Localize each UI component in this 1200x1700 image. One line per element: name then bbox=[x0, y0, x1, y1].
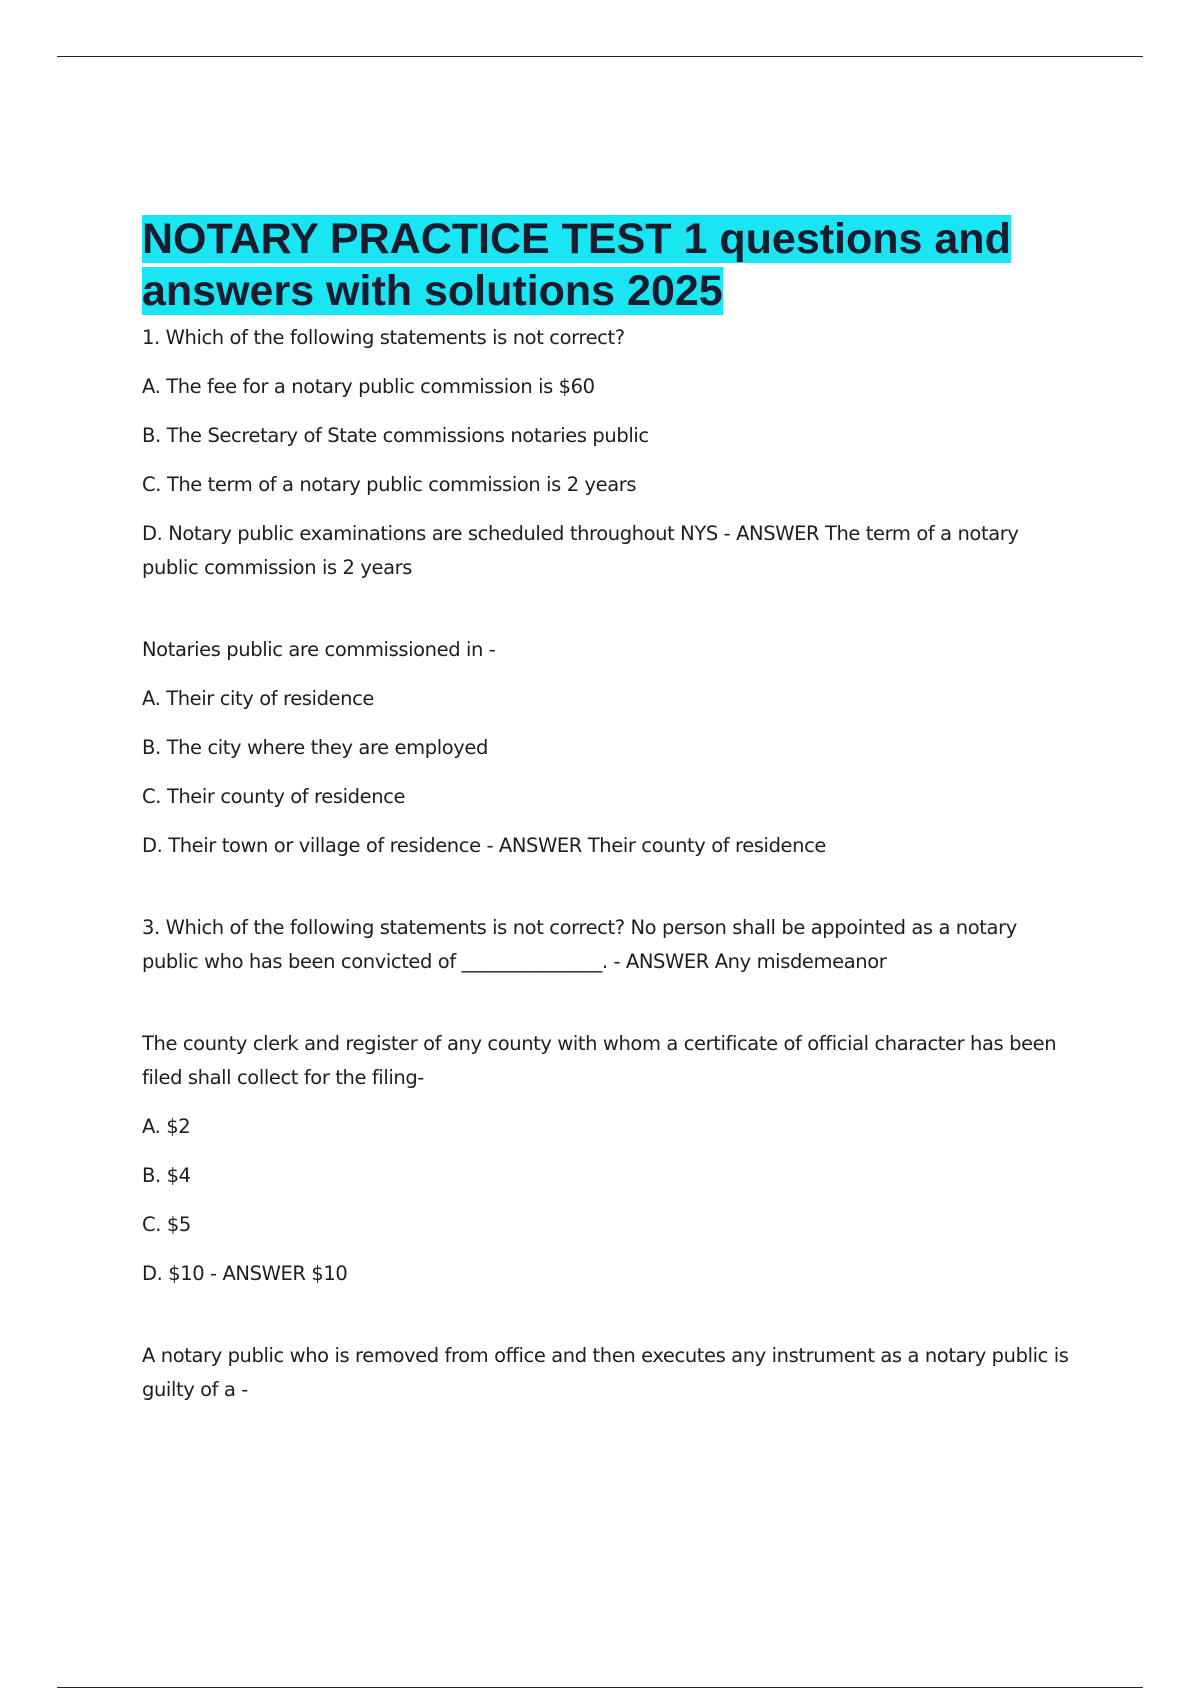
question-prompt: Notaries public are commissioned in - bbox=[142, 638, 496, 661]
title-highlight: NOTARY PRACTICE TEST 1 questions and answers with solutions 2025 bbox=[142, 215, 1011, 315]
question-block bbox=[142, 1027, 1072, 1291]
answer-option: A. Their city of residence bbox=[142, 687, 375, 710]
question-prompt: 1. Which of the following statements is not correct? bbox=[142, 326, 625, 349]
answer-option: A. $2 bbox=[142, 1115, 191, 1138]
question-block bbox=[142, 321, 1072, 585]
answer-option: B. The Secretary of State commissions notaries public bbox=[142, 424, 649, 447]
question-prompt: 3. Which of the following statements is not correct? No person shall be appointed as a notary public who has been convicted of _______________. - ANSWER Any misdemeanor bbox=[142, 916, 1017, 973]
answer-option: D. $10 - ANSWER $10 bbox=[142, 1262, 348, 1285]
answer-option: D. Their town or village of residence - ANSWER Their county of residence bbox=[142, 834, 827, 857]
question-block bbox=[142, 633, 1072, 863]
answer-option: C. The term of a notary public commission is 2 years bbox=[142, 473, 637, 496]
question-prompt: A notary public who is removed from office and then executes any instrument as a notary public is guilty of a - bbox=[142, 1344, 1069, 1401]
answer-option: A. The fee for a notary public commission is $60 bbox=[142, 375, 595, 398]
document-title bbox=[142, 213, 1072, 317]
answer-option: D. Notary public examinations are scheduled throughout NYS - ANSWER The term of a notary public commission is 2 years bbox=[142, 522, 1019, 579]
question-block bbox=[142, 1339, 1072, 1407]
footer-rule bbox=[57, 1687, 1143, 1688]
answer-option: B. The city where they are employed bbox=[142, 736, 488, 759]
question-block bbox=[142, 911, 1072, 979]
header-rule bbox=[57, 56, 1143, 57]
question-prompt: The county clerk and register of any county with whom a certificate of official character has been filed shall collect for the filing- bbox=[142, 1032, 1057, 1089]
answer-option: C. $5 bbox=[142, 1213, 191, 1236]
answer-option: B. $4 bbox=[142, 1164, 191, 1187]
document-body bbox=[142, 213, 1072, 1407]
answer-option: C. Their county of residence bbox=[142, 785, 406, 808]
